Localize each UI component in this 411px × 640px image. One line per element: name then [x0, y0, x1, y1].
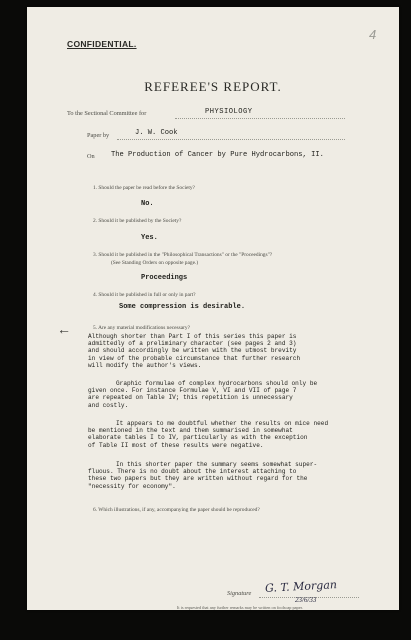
- paper-on-value: The Production of Cancer by Pure Hydrocarbons, II.: [111, 151, 324, 159]
- comment-line: given once. For instance Formulae V, VI and VII of page 7: [88, 387, 297, 395]
- page-number: 4: [369, 27, 377, 42]
- answer-4: Some compression is desirable.: [119, 303, 246, 311]
- committee-value: PHYSIOLOGY: [205, 108, 253, 116]
- comment-paragraph-3: [88, 420, 393, 449]
- report-title: REFEREE'S REPORT.: [144, 79, 282, 94]
- paper-by-label: Paper by: [87, 132, 110, 139]
- comment-line: "necessity for economy".: [88, 482, 176, 490]
- paper-by-line: [117, 139, 345, 140]
- margin-arrow-icon: ←: [57, 323, 71, 338]
- question-3-note: (See Standing Orders on opposite page.): [111, 260, 199, 266]
- question-6: 6. Which illustrations, if any, accompanying the paper should be reproduced?: [93, 507, 260, 513]
- footnote: It is requested that any further remarks may be written on foolscap paper.: [177, 605, 303, 610]
- comment-paragraph-4: [88, 461, 393, 490]
- paper-on-label: On: [87, 153, 95, 160]
- confidential-heading: CONFIDENTIAL.: [67, 39, 137, 49]
- question-3: 3. Should it be published in the "Philosophical Transactions" or the "Proceedings"?: [93, 252, 273, 258]
- comment-paragraph-1: [88, 333, 393, 369]
- question-1: 1. Should the paper be read before the Society?: [93, 185, 195, 191]
- answer-2: Yes.: [141, 234, 158, 242]
- committee-line: [175, 118, 345, 119]
- signature-name: G. T. Morgan: [264, 578, 338, 595]
- signature-label: Signature: [227, 590, 252, 597]
- comment-line: and should accordingly be written with the utmost brevity: [88, 347, 297, 355]
- referee-report-sheet: [27, 7, 399, 610]
- answer-1: No.: [141, 200, 154, 208]
- question-2: 2. Should it be published by the Society?: [93, 218, 182, 224]
- comment-line: In this shorter paper the summary seems somewhat super-: [116, 461, 318, 468]
- comment-line: in view of the probable circumstance that further research: [88, 354, 301, 362]
- comment-line: Graphic formulae of complex hydrocarbons should only be: [116, 380, 318, 387]
- answer-3: Proceedings: [141, 274, 188, 282]
- question-4: 4. Should it be published in full or only in part?: [93, 292, 196, 298]
- comment-line: are repeated on Table IV; this repetition is unnecessary: [88, 394, 293, 402]
- comment-line: admittedly of a preliminary character (see pages 2 and 3): [88, 340, 297, 348]
- committee-label: To the Sectional Committee for: [67, 110, 147, 117]
- comment-line: these two papers but they are written without regard for the: [88, 475, 308, 483]
- comment-paragraph-2: [88, 380, 393, 409]
- paper-by-value: J. W. Cook: [135, 129, 178, 137]
- comment-line: Although shorter than Part I of this series this paper is: [88, 333, 297, 340]
- question-5: 5. Are any material modifications necessary?: [93, 325, 190, 331]
- comment-line: It appears to me doubtful whether the results on mice need: [116, 420, 329, 427]
- comment-line: elaborate tables I to IV, particularly as with the exception: [88, 434, 308, 442]
- comment-line: fluous. There is no doubt about the interest attaching to: [88, 468, 297, 476]
- comment-line: of Table II most of these results were negative.: [88, 441, 264, 449]
- comment-line: and costly.: [88, 401, 129, 409]
- signature-date: 23/6/33: [295, 596, 317, 604]
- comment-line: will modify the author's views.: [88, 361, 202, 369]
- comment-line: be mentioned in the text and them summarised in somewhat: [88, 427, 293, 435]
